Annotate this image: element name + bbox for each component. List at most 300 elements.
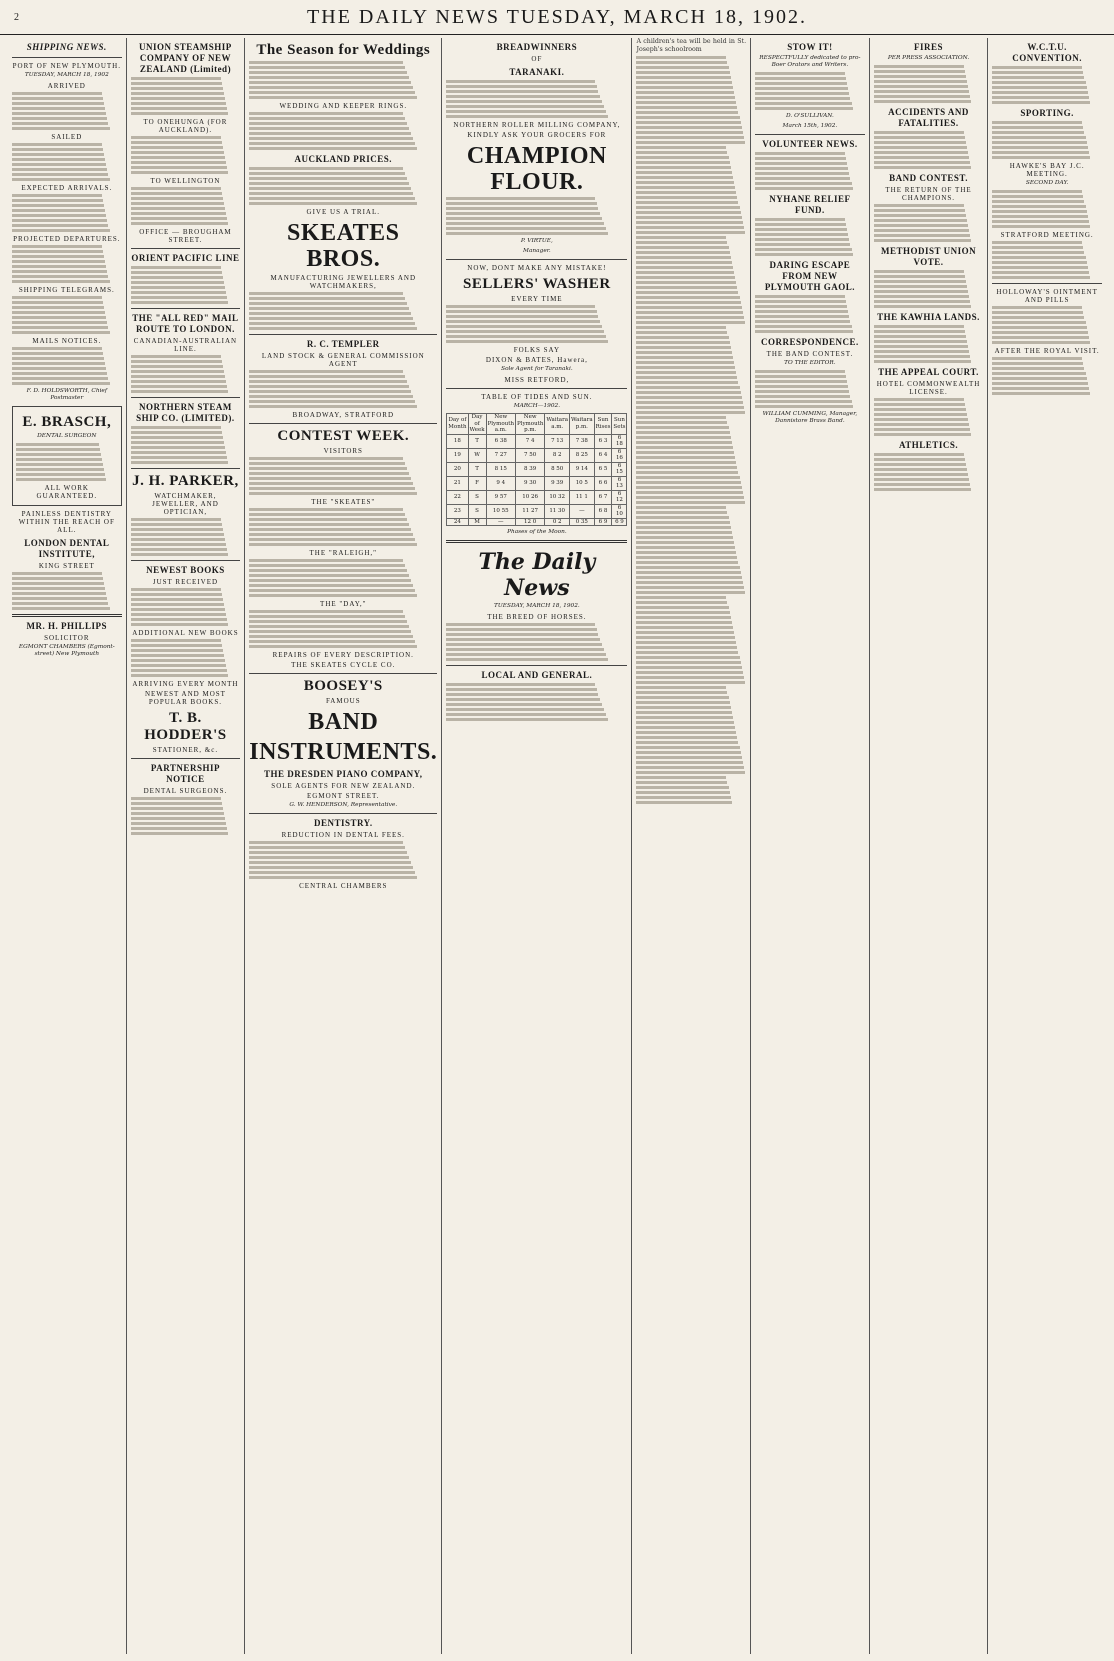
text-line <box>636 666 741 669</box>
text-line <box>249 518 407 521</box>
text-line <box>874 340 967 343</box>
text-line <box>131 222 229 225</box>
text-line <box>874 488 972 491</box>
skeates-name: SKEATES BROS. <box>287 220 400 272</box>
milling-company: NORTHERN ROLLER MILLING COMPANY, <box>453 121 621 129</box>
fires-press: PER PRESS ASSOCIATION. <box>887 55 970 61</box>
tide-header-cell: Waitara p.m. <box>570 414 595 435</box>
tide-cell: 8 50 <box>545 462 570 476</box>
additional-heading: ADDITIONAL NEW BOOKS <box>132 629 239 637</box>
text-line <box>12 143 102 146</box>
tide-cell: 6 9 <box>594 518 612 526</box>
text-line <box>636 606 728 609</box>
henderson-line: G. W. HENDERSON, Representative. <box>289 802 398 808</box>
text-line <box>636 776 726 779</box>
text-line <box>636 596 726 599</box>
athletics-heading: ATHLETICS. <box>898 440 959 450</box>
text-line <box>636 491 742 494</box>
text-line <box>636 226 743 229</box>
text-line <box>131 802 222 805</box>
text-line <box>874 335 966 338</box>
tide-cell: 6 12 <box>612 490 627 504</box>
institute-heading: LONDON DENTAL INSTITUTE, <box>24 538 110 559</box>
text-line <box>636 711 731 714</box>
text-line <box>992 382 1087 385</box>
text-line <box>131 102 226 105</box>
text-line <box>992 341 1090 344</box>
text-line <box>636 211 740 214</box>
second-day: SECOND DAY. <box>1025 180 1069 186</box>
nyhane-heading: NYHANE RELIEF FUND. <box>769 194 851 215</box>
champion-flour: CHAMPION FLOUR. <box>466 143 607 195</box>
text-line <box>636 801 731 804</box>
broadway-line: BROADWAY, STRATFORD <box>292 411 394 419</box>
text-line <box>249 569 407 572</box>
text-line <box>249 851 407 854</box>
text-line <box>874 85 968 88</box>
text-line <box>249 177 407 180</box>
text-line <box>249 467 407 470</box>
onehunga-heading: TO ONEHUNGA (FOR AUCKLAND). <box>143 118 228 134</box>
text-line <box>755 82 847 85</box>
folks-say: FOLKS SAY <box>513 346 561 354</box>
text-line <box>16 463 103 466</box>
parker-body <box>131 518 241 556</box>
fires-heading: FIRES <box>914 42 944 52</box>
kawhia-body <box>874 325 984 363</box>
text-line <box>992 210 1086 213</box>
text-line <box>636 756 741 759</box>
text-line <box>131 598 223 601</box>
text-line <box>636 656 739 659</box>
text-line <box>12 316 106 319</box>
text-line <box>874 204 964 207</box>
text-line <box>131 426 221 429</box>
text-line <box>249 322 414 325</box>
skeates-cycle-body <box>249 508 437 546</box>
text-line <box>636 341 729 344</box>
text-line <box>131 456 227 459</box>
tide-cell: 6 10 <box>612 504 627 518</box>
hotel-license: HOTEL COMMONWEALTH LICENSE. <box>876 380 981 396</box>
retford: MISS RETFORD, <box>504 376 570 384</box>
wctu-body <box>992 66 1102 104</box>
text-line <box>131 112 229 115</box>
text-line <box>249 856 409 859</box>
text-line <box>636 351 731 354</box>
dresden-sub: SOLE AGENTS FOR NEW ZEALAND. <box>271 782 416 790</box>
text-line <box>636 661 740 664</box>
local-body <box>446 683 627 721</box>
text-line <box>874 403 965 406</box>
masthead <box>0 0 1114 35</box>
text-line <box>636 511 727 514</box>
text-line <box>636 231 745 234</box>
text-line <box>636 751 740 754</box>
text-line <box>12 250 103 253</box>
mails-body <box>12 347 122 385</box>
tide-cell: 10 55 <box>486 504 515 518</box>
tide-cell: 6 16 <box>612 448 627 462</box>
text-line <box>755 162 847 165</box>
text-line <box>992 316 1084 319</box>
text-line <box>755 395 850 398</box>
text-line <box>131 156 225 159</box>
text-line <box>636 196 737 199</box>
tide-header-cell: Sun Sets <box>612 414 627 435</box>
text-line <box>249 492 416 495</box>
tide-cell: 6 15 <box>612 462 627 476</box>
text-line <box>755 375 846 378</box>
text-line <box>446 227 605 230</box>
text-line <box>992 387 1088 390</box>
washer-body <box>446 305 627 343</box>
text-line <box>755 405 853 408</box>
text-line <box>12 597 107 600</box>
tide-cell: 9 39 <box>545 476 570 490</box>
tide-header-cell: Waitara a.m. <box>545 414 570 435</box>
prices-body <box>249 167 437 205</box>
text-line <box>636 761 742 764</box>
dental-surgeons: DENTAL SURGEONS. <box>143 787 228 795</box>
text-line <box>874 151 968 154</box>
tide-cell: 6 7 <box>594 490 612 504</box>
text-line <box>131 797 221 800</box>
text-line <box>249 625 409 628</box>
text-line <box>249 574 409 577</box>
paper-title: The Daily News <box>478 549 596 601</box>
text-line <box>636 501 745 504</box>
text-line <box>636 746 739 749</box>
text-line <box>636 561 738 564</box>
text-line <box>249 307 409 310</box>
institute-body <box>12 572 122 610</box>
text-line <box>249 312 411 315</box>
text-line <box>636 441 731 444</box>
hodder-sub: STATIONER, &c. <box>152 746 219 754</box>
text-line <box>636 566 739 569</box>
text-line <box>12 587 105 590</box>
mistake-line: NOW, DONT MAKE ANY MISTAKE! <box>467 264 607 272</box>
phillips-address: EGMONT CHAMBERS (Egmont-street) New Plymouth <box>18 644 115 657</box>
text-line <box>131 87 223 90</box>
text-line <box>636 696 728 699</box>
text-line <box>131 832 229 835</box>
text-line <box>249 508 403 511</box>
text-line <box>446 202 596 205</box>
arriving-heading: ARRIVING EVERY MONTH <box>132 680 239 688</box>
text-line <box>131 296 227 299</box>
breadwinners-heading: BREADWINNERS <box>496 42 578 52</box>
escape-body <box>755 295 865 333</box>
text-line <box>636 626 732 629</box>
text-line <box>636 366 735 369</box>
band-contest-heading: BAND CONTEST. <box>889 173 968 183</box>
text-line <box>636 411 745 414</box>
text-line <box>249 861 411 864</box>
tide-cell: F <box>468 476 486 490</box>
text-line <box>755 87 848 90</box>
text-line <box>636 336 728 339</box>
text-line <box>992 200 1084 203</box>
news-body <box>636 56 746 804</box>
text-line <box>12 602 108 605</box>
text-line <box>636 251 729 254</box>
instruments-line: INSTRUMENTS. <box>249 739 438 765</box>
tide-cell: 18 <box>447 434 468 448</box>
column-2 <box>127 38 246 1654</box>
text-line <box>131 553 229 556</box>
local-general: LOCAL AND GENERAL. <box>481 670 593 680</box>
text-line <box>131 518 221 521</box>
text-line <box>12 107 105 110</box>
text-line <box>249 635 413 638</box>
tide-cell: S <box>468 490 486 504</box>
text-line <box>636 426 728 429</box>
text-line <box>249 477 411 480</box>
text-line <box>636 176 732 179</box>
text-line <box>992 195 1083 198</box>
text-line <box>12 194 102 197</box>
tide-cell: 6 9 <box>612 518 627 526</box>
text-line <box>131 528 223 531</box>
wctu-heading: W.C.T.U. CONVENTION. <box>1012 42 1083 63</box>
text-line <box>131 588 221 591</box>
text-line <box>636 181 734 184</box>
band-contest-letter: THE BAND CONTEST. <box>766 350 854 358</box>
text-line <box>636 271 734 274</box>
page-number: 2 <box>14 11 19 23</box>
text-line <box>131 146 223 149</box>
tide-cell: 6 38 <box>486 434 515 448</box>
letter-body <box>755 370 865 408</box>
tide-header-row <box>447 414 627 435</box>
text-line <box>249 528 411 531</box>
text-line <box>131 608 225 611</box>
text-line <box>131 639 221 642</box>
text-line <box>446 207 598 210</box>
text-line <box>636 191 736 194</box>
text-line <box>636 131 742 134</box>
tide-cell: 0 2 <box>545 518 570 526</box>
text-line <box>12 582 104 585</box>
text-line <box>131 217 227 220</box>
text-line <box>636 671 742 674</box>
templer-body <box>249 370 437 408</box>
text-line <box>636 71 729 74</box>
tide-cell: W <box>468 448 486 462</box>
text-line <box>874 80 967 83</box>
text-line <box>131 664 226 667</box>
text-line <box>12 311 105 314</box>
brasch-sub: DENTAL SURGEON <box>37 433 97 439</box>
tide-cell: 8 39 <box>515 462 544 476</box>
text-line <box>636 431 729 434</box>
champions-return: THE RETURN OF THE CHAMPIONS. <box>885 186 972 202</box>
text-line <box>12 122 108 125</box>
text-line <box>636 686 726 689</box>
text-line <box>131 370 224 373</box>
text-line <box>131 807 223 810</box>
text-line <box>131 281 224 284</box>
text-line <box>12 148 103 151</box>
tide-cell: 7 50 <box>515 448 544 462</box>
text-line <box>446 325 602 328</box>
text-line <box>131 441 224 444</box>
text-line <box>636 616 730 619</box>
text-line <box>636 786 728 789</box>
accidents-body <box>874 131 984 169</box>
text-line <box>446 315 598 318</box>
text-line <box>874 428 970 431</box>
arrived-body <box>12 92 122 130</box>
text-line <box>992 215 1087 218</box>
text-line <box>636 151 727 154</box>
text-line <box>755 320 850 323</box>
text-line <box>636 486 741 489</box>
phillips-name: MR. H. PHILLIPS <box>26 621 108 631</box>
text-line <box>874 229 969 232</box>
text-line <box>992 81 1085 84</box>
text-line <box>446 643 602 646</box>
methodist-heading: METHODIST UNION VOTE. <box>880 246 977 267</box>
text-line <box>249 405 416 408</box>
text-line <box>249 167 403 170</box>
text-line <box>131 365 223 368</box>
text-line <box>874 219 967 222</box>
masthead-title: THE DAILY NEWS TUESDAY, MARCH 18, 1902. <box>307 5 807 28</box>
text-line <box>636 186 735 189</box>
text-line <box>636 471 738 474</box>
text-line <box>12 158 105 161</box>
tide-cell: 22 <box>447 490 468 504</box>
holloway-body <box>992 306 1102 344</box>
text-line <box>636 451 734 454</box>
text-line <box>131 603 224 606</box>
text-line <box>874 300 970 303</box>
text-line <box>131 92 224 95</box>
text-line <box>636 266 732 269</box>
text-line <box>446 222 604 225</box>
text-line <box>992 392 1090 395</box>
text-line <box>12 178 110 181</box>
tide-cell: 19 <box>447 448 468 462</box>
every-time: EVERY TIME <box>511 295 563 303</box>
telegrams-heading: SHIPPING TELEGRAMS. <box>18 286 115 294</box>
text-line <box>755 305 847 308</box>
text-line <box>636 241 727 244</box>
text-line <box>636 781 727 784</box>
sellers-washer: SELLERS' WASHER <box>463 276 611 292</box>
tide-cell: T <box>468 434 486 448</box>
text-line <box>992 71 1083 74</box>
column-8 <box>988 38 1106 1654</box>
text-line <box>249 202 416 205</box>
text-line <box>636 316 743 319</box>
text-line <box>446 105 604 108</box>
text-line <box>992 256 1085 259</box>
text-line <box>636 436 730 439</box>
text-line <box>12 245 102 248</box>
text-line <box>131 543 226 546</box>
text-line <box>755 223 846 226</box>
text-line <box>755 380 847 383</box>
text-line <box>12 224 108 227</box>
text-line <box>12 265 106 268</box>
text-line <box>874 330 965 333</box>
text-line <box>12 117 107 120</box>
text-line <box>249 620 407 623</box>
text-line <box>874 234 970 237</box>
text-line <box>636 556 737 559</box>
text-line <box>636 76 730 79</box>
text-line <box>446 110 605 113</box>
text-line <box>131 107 227 110</box>
tide-header-cell: New Plymouth p.m. <box>516 414 544 433</box>
text-line <box>446 197 595 200</box>
text-line <box>131 212 226 215</box>
text-line <box>249 457 403 460</box>
stratford-body <box>992 241 1102 279</box>
grocers-line: KINDLY ASK YOUR GROCERS FOR <box>467 131 607 139</box>
text-line <box>446 95 600 98</box>
text-line <box>131 659 225 662</box>
skeates-sub: MANUFACTURING JEWELLERS AND WATCHMAKERS, <box>270 274 417 290</box>
orient-heading: ORIENT PACIFIC LINE <box>131 253 240 263</box>
text-line <box>992 331 1087 334</box>
sporting-heading: SPORTING. <box>1020 108 1074 118</box>
text-line <box>249 147 416 150</box>
text-line <box>636 506 726 509</box>
tide-cell: 7 27 <box>486 448 515 462</box>
text-line <box>249 866 413 869</box>
text-line <box>12 377 108 380</box>
poem-date: March 15th, 1902. <box>782 123 838 129</box>
text-line <box>12 331 110 334</box>
text-line <box>12 209 105 212</box>
text-line <box>636 576 741 579</box>
text-line <box>636 281 736 284</box>
text-line <box>874 166 972 169</box>
tide-row <box>447 490 627 504</box>
text-line <box>874 90 969 93</box>
text-line <box>446 80 595 83</box>
text-line <box>874 95 970 98</box>
text-line <box>131 385 227 388</box>
text-line <box>636 371 736 374</box>
text-line <box>131 276 223 279</box>
tide-cell: 6 8 <box>594 504 612 518</box>
text-line <box>131 375 225 378</box>
athletics-body <box>874 453 984 491</box>
text-line <box>755 228 847 231</box>
text-line <box>636 356 732 359</box>
allred-heading: THE "ALL RED" MAIL ROUTE TO LONDON. <box>132 313 239 334</box>
text-line <box>992 76 1084 79</box>
newest-books-heading: NEWEST BOOKS <box>146 565 225 575</box>
text-line <box>446 100 602 103</box>
partnership-body <box>131 797 241 835</box>
text-line <box>446 718 607 721</box>
text-line <box>992 336 1088 339</box>
text-line <box>12 173 108 176</box>
text-line <box>249 390 411 393</box>
northern-body <box>131 426 241 464</box>
text-line <box>131 171 229 174</box>
text-line <box>992 220 1088 223</box>
text-line <box>249 564 405 567</box>
text-line <box>131 187 221 190</box>
